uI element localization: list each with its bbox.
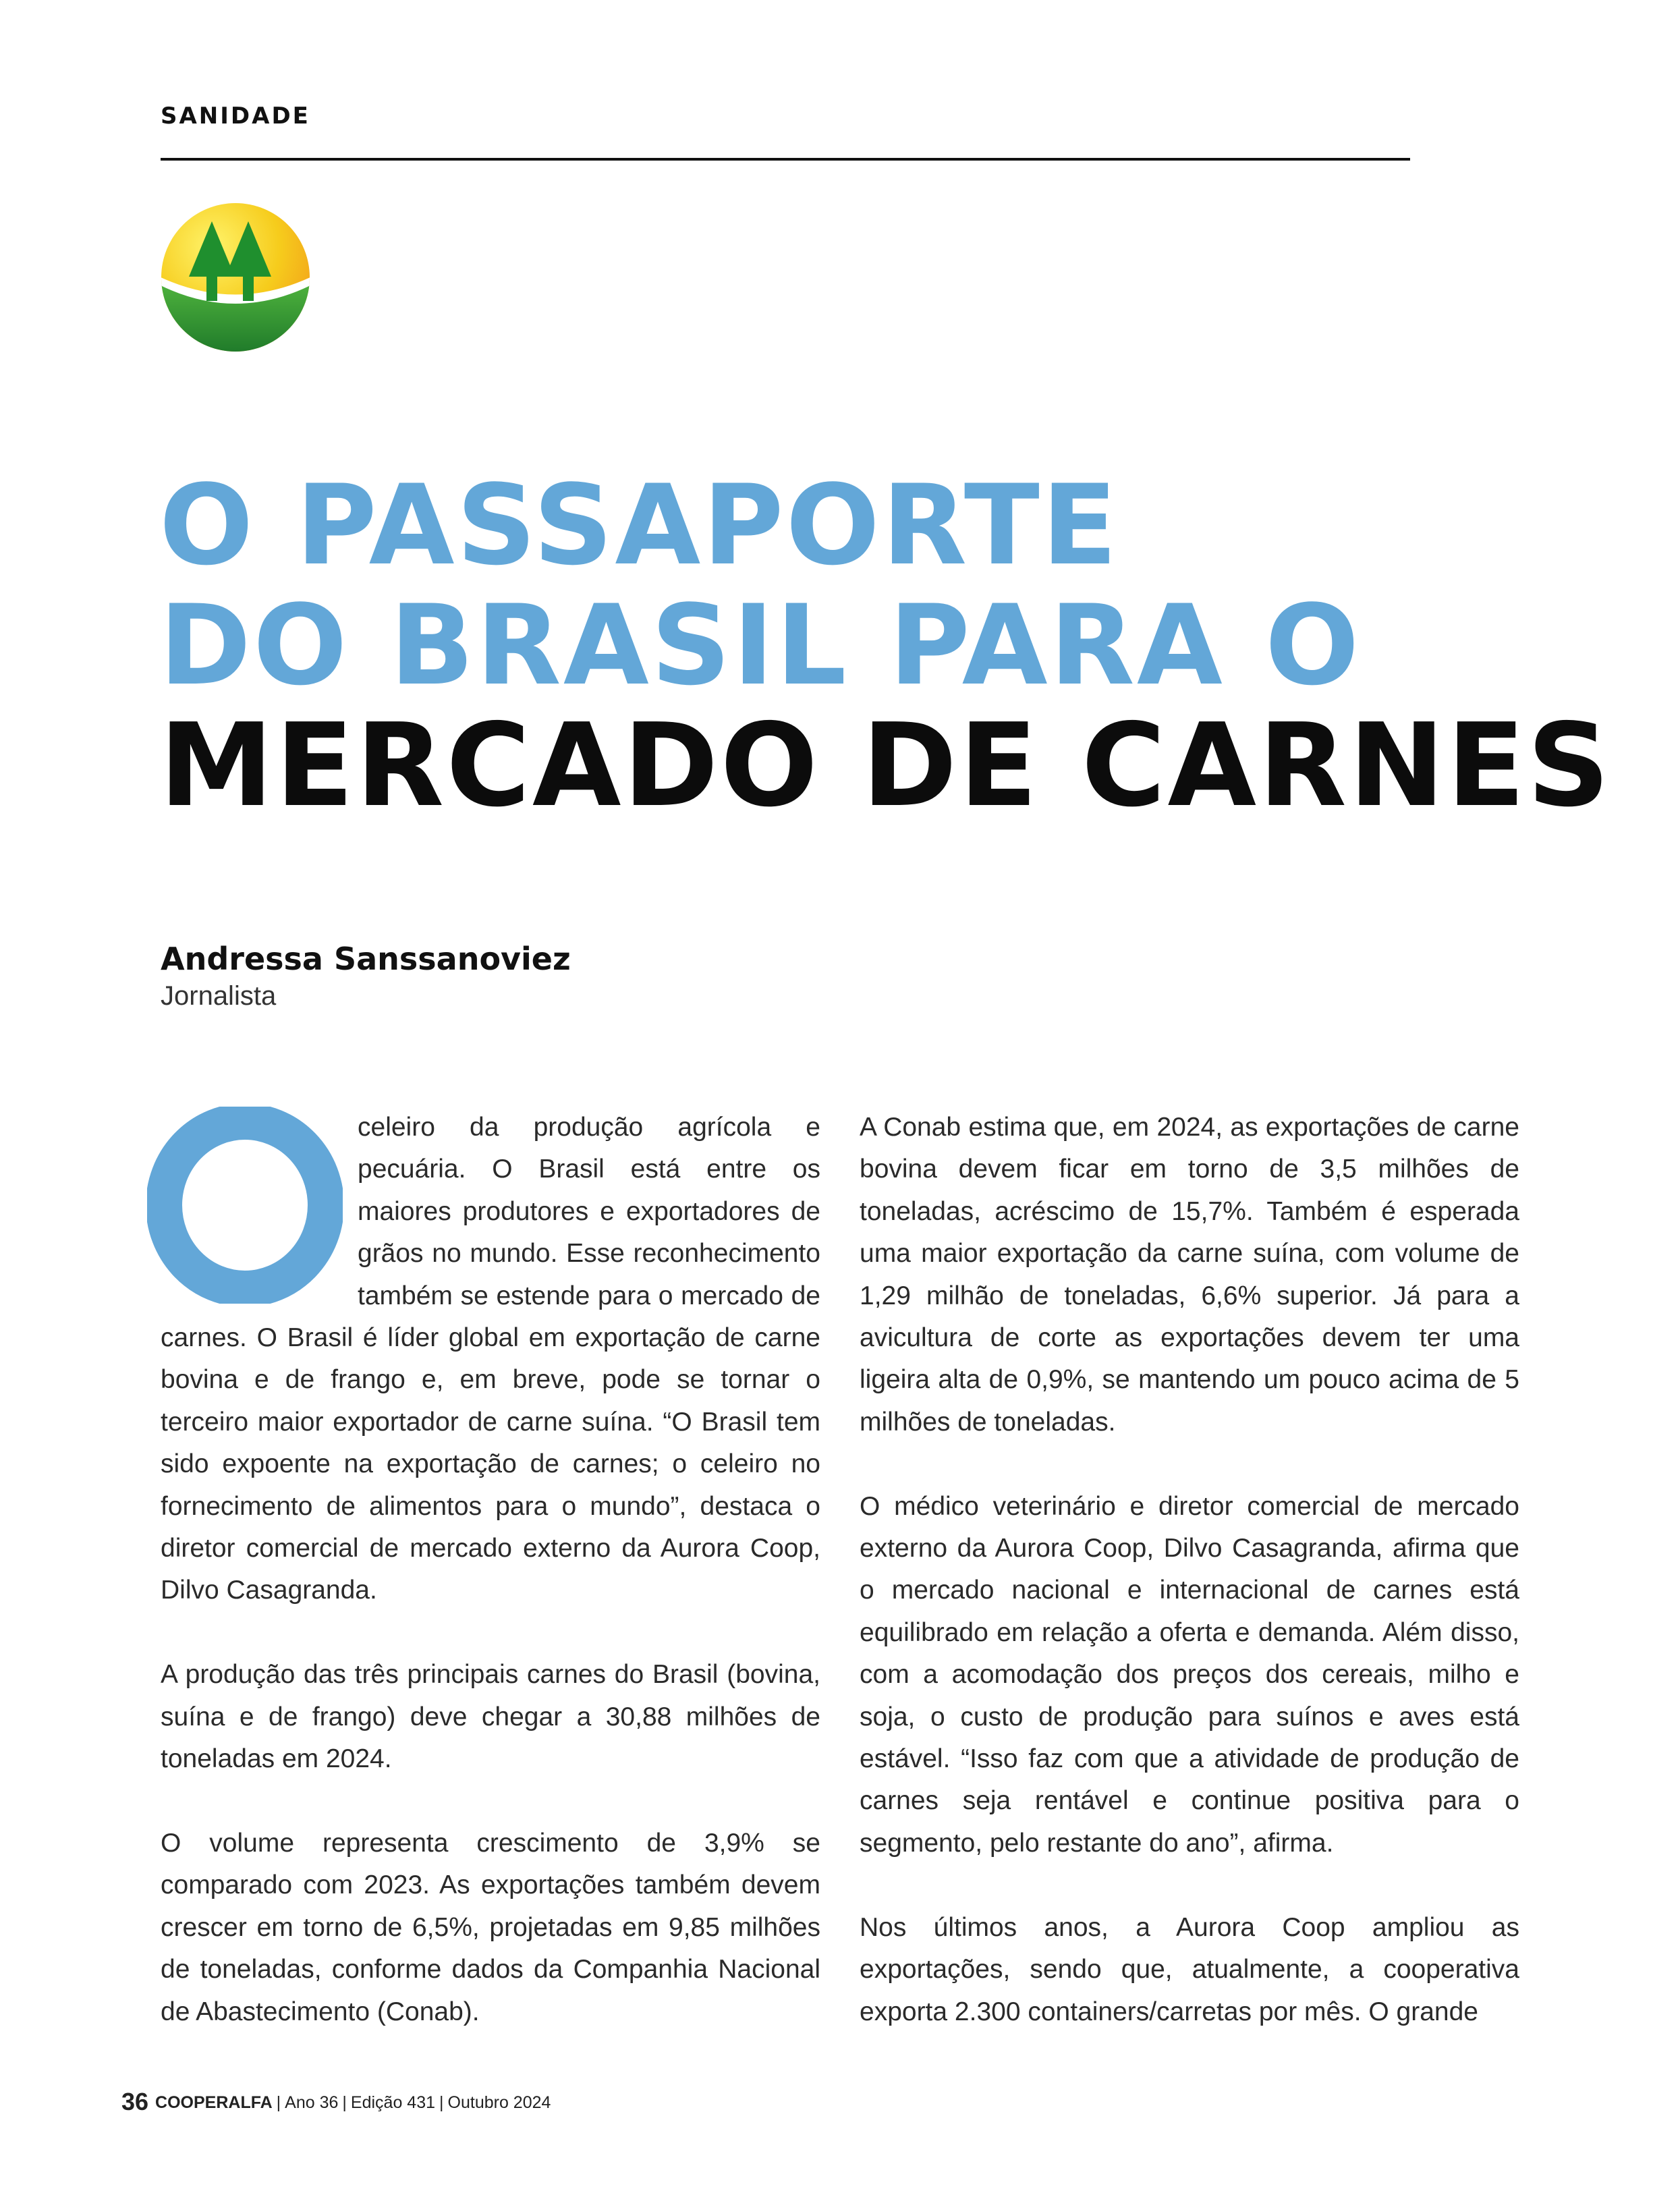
- magazine-date: Outubro 2024: [447, 2093, 551, 2112]
- cooperalfa-logo: [159, 201, 312, 354]
- paragraph-1: celeiro da produção agrícola e pecuária. O Brasil está entre os maiores produtores e exportadores de grãos no mundo. Esse reconhecimento também se estende para o mercado de carnes. O Brasil é líder global em exportação de carne bovina e de frango e, em breve, pode se tornar o terceiro maior exportador de carne suína. “O Brasil tem sido expoente na exportação de carnes; o celeiro no fornecimento de alimentos para o mundo”, destaca o diretor comercial de mercado externo da Aurora Coop, Dilvo Casagranda.: [161, 1113, 820, 1605]
- title-line-2: DO BRASIL PARA O: [159, 581, 1362, 710]
- page-number: 36: [121, 2088, 149, 2115]
- author-role: Jornalista: [161, 981, 277, 1011]
- magazine-edition: Edição 431: [350, 2093, 436, 2112]
- paragraph-3: O volume representa crescimento de 3,9% se comparado com 2023. As exportações também devem crescer em torno de 6,5%, projetadas em 9,85 milhões de toneladas, conforme dados da Companhia Nacional de Abastecimento (Conab).: [161, 1828, 820, 2026]
- paragraph-2: A produção das três principais carnes do Brasil (bovina, suína e de frango) deve chegar a 30,88 milhões de toneladas em 2024.: [161, 1660, 820, 1774]
- article-title: [159, 461, 1612, 833]
- dropcap-o: [147, 1107, 343, 1304]
- title-line-3: MERCADO DE CARNES: [159, 699, 1612, 833]
- article-column-left: [147, 1107, 820, 2075]
- article-column-right: [860, 1107, 1519, 2075]
- magazine-year: Ano 36: [285, 2093, 339, 2112]
- author-name: Andressa Sanssanoviez: [161, 941, 571, 977]
- header-divider: [161, 158, 1410, 161]
- magazine-name: COOPERALFA: [155, 2093, 273, 2112]
- paragraph-6: Nos últimos anos, a Aurora Coop ampliou as exportações, sendo que, atualmente, a cooperativa exporta 2.300 containers/carretas por mês. O grande: [860, 1912, 1519, 2026]
- section-label: SANIDADE: [161, 103, 310, 130]
- page-footer: 36 COOPERALFA | Ano 36 | Edição 431 | Outubro 2024: [121, 2088, 551, 2115]
- paragraph-4: A Conab estima que, em 2024, as exportações de carne bovina devem ficar em torno de 3,5 milhões de toneladas, acréscimo de 15,7%. Também é esperada uma maior exportação da carne suína, com volume de 1,29 milhão de toneladas, 6,6% superior. Já para a avicultura de corte as exportações devem ter uma ligeira alta de 0,9%, se mantendo um pouco acima de 5 milhões de toneladas.: [860, 1113, 1519, 1437]
- paragraph-5: O médico veterinário e diretor comercial de mercado externo da Aurora Coop, Dilvo Casagranda, afirma que o mercado nacional e internacional de carnes está equilibrado em relação a oferta e demanda. Além disso, com a acomodação dos preços dos cereais, milho e soja, o custo de produção para suínos e aves está estável. “Isso faz com que a atividade de produção de carnes seja rentável e continue positiva para o segmento, pelo restante do ano”, afirma.: [860, 1491, 1519, 1858]
- title-line-1: O PASSAPORTE: [159, 461, 1119, 590]
